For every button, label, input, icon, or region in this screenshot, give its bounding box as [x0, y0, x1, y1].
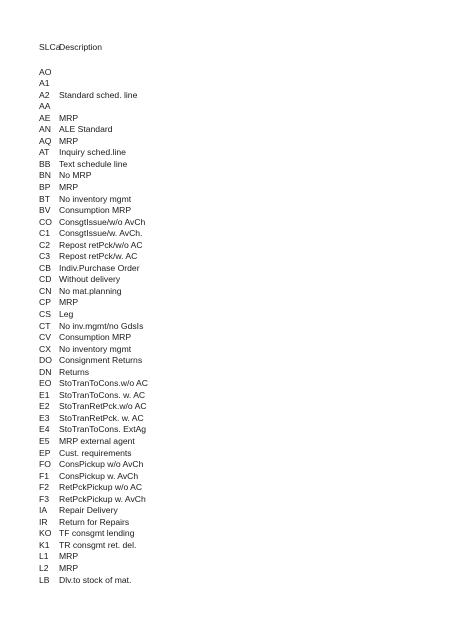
- table-row: [39, 401, 148, 413]
- row-code: AT: [39, 147, 50, 158]
- row-description: ConsPickup w. AvCh: [59, 470, 139, 481]
- row-description: Return for Repairs: [59, 516, 130, 527]
- table-row: [39, 344, 148, 356]
- table-row: [39, 367, 148, 379]
- row-description: No inventory mgmt: [59, 193, 132, 204]
- table-row: [39, 113, 148, 125]
- row-code: KO: [39, 528, 52, 539]
- row-code: CD: [39, 274, 52, 285]
- row-description: Repost retPck/w/o AC: [59, 239, 143, 250]
- table-header: [39, 42, 102, 52]
- row-code: CB: [39, 262, 51, 273]
- table-row: [39, 494, 148, 506]
- row-description: StoTranToCons.w/o AC: [59, 378, 148, 389]
- row-description: MRP: [59, 112, 79, 123]
- row-description: MRP: [59, 563, 79, 574]
- row-code: C2: [39, 239, 50, 250]
- row-description: Leg: [59, 308, 74, 319]
- table-row: [39, 136, 148, 148]
- row-description: Text schedule line: [59, 158, 128, 169]
- row-code: L2: [39, 563, 49, 574]
- row-description: Cust. requirements: [59, 447, 132, 458]
- row-description: Without delivery: [59, 274, 121, 285]
- row-description: Standard sched. line: [59, 89, 138, 100]
- table-row: [39, 459, 148, 471]
- row-description: ALE Standard: [59, 124, 113, 135]
- row-code: BN: [39, 170, 51, 181]
- row-code: A1: [39, 78, 50, 89]
- row-description: Inquiry sched.line: [59, 147, 126, 158]
- row-code: AN: [39, 124, 51, 135]
- row-code: F1: [39, 470, 50, 481]
- row-description: Repair Delivery: [59, 505, 118, 516]
- row-description: No mat.planning: [59, 285, 122, 296]
- row-code: K1: [39, 539, 50, 550]
- row-description: Returns: [59, 366, 90, 377]
- table-row: [39, 78, 148, 90]
- row-code: CX: [39, 343, 51, 354]
- table-row: [39, 217, 148, 229]
- row-description: TF consgmt lending: [59, 528, 135, 539]
- row-description: Indiv.Purchase Order: [59, 262, 140, 273]
- row-code: L1: [39, 551, 49, 562]
- table-row: [39, 505, 148, 517]
- table-row: [39, 563, 148, 575]
- row-code: CN: [39, 285, 52, 296]
- row-description: ConsPickup w/o AvCh: [59, 459, 144, 470]
- table-row: [39, 297, 148, 309]
- row-description: MRP external agent: [59, 436, 135, 446]
- row-description: StoTranRetPck. w. AC: [59, 412, 144, 423]
- table-row: [39, 194, 148, 206]
- row-code: AE: [39, 112, 51, 123]
- row-code: CP: [39, 297, 51, 308]
- code-column-header: SLCa: [39, 42, 61, 52]
- table-row: [39, 517, 148, 529]
- table-row: [39, 101, 148, 113]
- row-code: E4: [39, 424, 50, 435]
- table-row: [39, 90, 148, 102]
- table-row: [39, 436, 148, 448]
- row-code: BV: [39, 205, 51, 216]
- table-row: [39, 124, 148, 136]
- row-description: MRP: [59, 551, 79, 562]
- table-row: [39, 228, 148, 240]
- table-row: [39, 448, 148, 460]
- table-row: [39, 321, 148, 333]
- row-code: IA: [39, 505, 48, 516]
- row-code: EO: [39, 378, 52, 389]
- table-row: [39, 240, 148, 252]
- table-row: [39, 355, 148, 367]
- row-code: F3: [39, 493, 50, 504]
- row-code: DN: [39, 366, 52, 377]
- row-code: E1: [39, 389, 50, 400]
- row-code: EP: [39, 447, 51, 458]
- row-description: MRP: [59, 181, 79, 192]
- row-code: AA: [39, 101, 51, 112]
- row-code: F2: [39, 482, 50, 493]
- row-code: E2: [39, 401, 50, 412]
- table-row: [39, 575, 148, 587]
- table-row: [39, 147, 148, 159]
- table-row: [39, 274, 148, 286]
- table-row: [39, 309, 148, 321]
- row-code: CO: [39, 216, 52, 227]
- table-row: [39, 205, 148, 217]
- row-description: Consignment Returns: [59, 355, 143, 366]
- row-description: No inv.mgmt/no GdsIs: [59, 320, 144, 331]
- table-row: [39, 67, 148, 79]
- row-description: MRP: [59, 297, 79, 308]
- table-row: [39, 413, 148, 425]
- table-row: [39, 551, 148, 563]
- row-code: BP: [39, 181, 51, 192]
- row-description: MRP: [59, 135, 79, 146]
- row-code: LB: [39, 574, 50, 585]
- row-code: A2: [39, 89, 50, 100]
- row-description: RetPckPickup w/o AC: [59, 482, 143, 493]
- row-code: CS: [39, 308, 51, 319]
- row-code: DO: [39, 355, 52, 366]
- row-code: BB: [39, 158, 51, 169]
- table-row: [39, 482, 148, 494]
- row-code: BT: [39, 193, 50, 204]
- row-code: AQ: [39, 135, 52, 146]
- table-row: [39, 182, 148, 194]
- table-row: [39, 286, 148, 298]
- table-row: [39, 471, 148, 483]
- row-description: No inventory mgmt: [59, 343, 132, 354]
- table-row: [39, 332, 148, 344]
- row-description: StoTranToCons. w. AC: [59, 389, 146, 400]
- row-code: C3: [39, 251, 50, 262]
- row-code: C1: [39, 228, 50, 239]
- row-code: CV: [39, 332, 51, 343]
- row-code: AO: [39, 66, 52, 77]
- row-description: Repost retPck/w. AC: [59, 251, 138, 262]
- row-description: ConsgtIssue/w/o AvCh: [59, 216, 146, 227]
- table-row: [39, 390, 148, 402]
- row-code: IR: [39, 516, 48, 527]
- row-description: StoTranRetPck.w/o AC: [59, 401, 147, 412]
- row-description: No MRP: [59, 170, 92, 181]
- row-description: Consumption MRP: [59, 332, 132, 343]
- row-description: RetPckPickup w. AvCh: [59, 493, 146, 504]
- row-code: E3: [39, 412, 50, 423]
- row-code: FO: [39, 459, 51, 470]
- row-description: ConsgtIssue/w. AvCh.: [59, 228, 143, 239]
- row-description: StoTranToCons. ExtAg: [59, 424, 147, 435]
- table-row: [39, 540, 148, 552]
- schedule-line-category-list: [39, 67, 148, 587]
- row-code: E5: [39, 436, 50, 446]
- description-column-header: Description: [59, 42, 102, 52]
- table-row: [39, 170, 148, 182]
- table-row: [39, 424, 148, 436]
- row-code: CT: [39, 320, 51, 331]
- table-row: [39, 528, 148, 540]
- row-description: Dlv.to stock of mat.: [59, 574, 132, 585]
- table-row: [39, 263, 148, 275]
- table-row: [39, 159, 148, 171]
- table-row: [39, 251, 148, 263]
- table-row: [39, 378, 148, 390]
- row-description: Consumption MRP: [59, 205, 132, 216]
- row-description: TR consgmt ret. del.: [59, 539, 137, 550]
